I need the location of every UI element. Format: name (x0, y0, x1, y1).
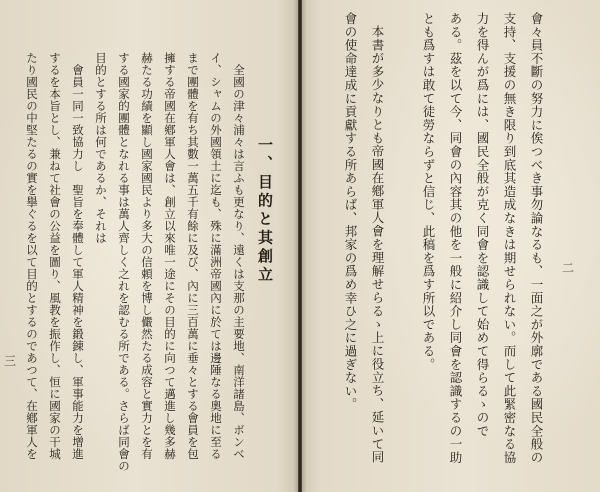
text-column: イ、シャムの外國領土に迄も、殊に滿洲帝國內に於ては邊陲なる奧地に至る (209, 52, 223, 460)
page-text (16, 52, 280, 482)
page-left (0, 0, 298, 492)
text-column: とも爲すは敢て徒勞ならずと信じ、此稿を爲す所以である。 (421, 12, 436, 372)
text-column: する國家的團體となれる事は萬人齊しく之れを認むる所である。さらば同會の (117, 52, 131, 472)
text-column: 力を得んが爲には、國民全般が克く同會を認識して始めて得らるゝので (475, 12, 490, 438)
text-column: するを本旨とし、兼ねて社會の公益を圖り、風教を振作し、恒に國家の干城 (48, 52, 62, 460)
text-column: ある。茲を以て今、同會の內容其の他を一般に紹介し同會を認識するの一助 (448, 12, 463, 465)
text-column: たり國民の中堅たるの實を擧ぐるを以て目的とするのであつて、在鄕軍人を (25, 52, 39, 460)
text-column: 全國の津々浦々は言ふも更なり、遠くは支那の主要地、南洋諸島、ボンベ (232, 63, 246, 460)
text-column: 目的とする所は何であるか、それは (94, 52, 108, 244)
text-column: まで團體を有ち其數一萬五千有餘に及び、內に三百萬に垂々とする會員を包 (186, 52, 200, 460)
text-column: 支持、支援の無き限り到底其造成なきは期せられない。而して此緊密なる協 (502, 12, 517, 465)
text-column: 會々員不斷の努力に俟つべき事勿論なるも、一面之が外廓である國民全般の (529, 12, 544, 465)
page-number: 三 (4, 354, 17, 368)
section-heading: 一、目的と其創立 (256, 137, 274, 285)
page-right (302, 0, 600, 492)
page-number: 二 (561, 261, 574, 275)
page-text (312, 12, 550, 480)
text-column: 本書が多少なりとも帝國在鄕軍人會を理解せらるゝ上に役立ち、延いて同 (370, 24, 385, 464)
text-column: 會員一同一致協力し 聖旨を奉體して軍人精神を鍛錬し、軍事能力を增進 (71, 63, 85, 460)
text-column: 赫たる功績を顯し國家國民より多大の信頼を博し儼然たる成容と實力とを有 (140, 52, 154, 460)
text-column: 會の使命達成に貢獻する所あらば、邦家の爲め幸ひ之に過ぎない。 (343, 12, 358, 411)
text-column: 擁する帝國在鄕軍人會は、創立以來唯一途にその目的に向つて邁進し幾多赫 (163, 52, 177, 460)
